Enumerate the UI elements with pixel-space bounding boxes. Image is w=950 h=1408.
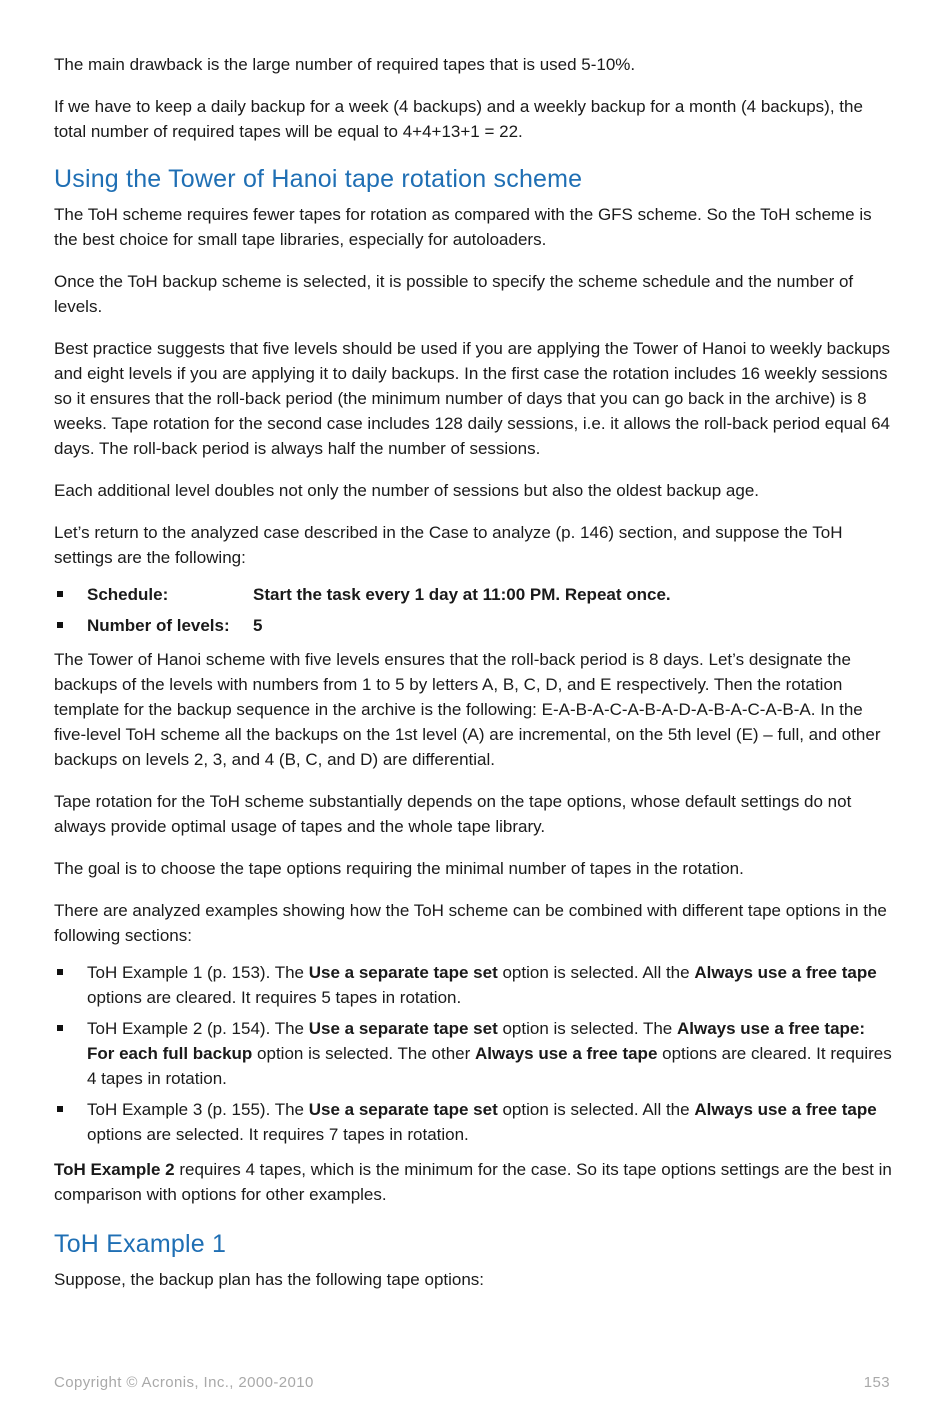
paragraph: Each additional level doubles not only the number of sessions but also the oldest backup age. [54, 481, 760, 500]
paragraph: The main drawback is the large number of required tapes that is used 5-10%. [54, 55, 636, 74]
text-run: option is selected. All the [497, 963, 695, 982]
paragraph: The Tower of Hanoi scheme with five levels ensures that the roll-back period is 8 days. Let’s designate the backups of the levels with numbers from 1 to 5 by letters A, B, C, D, and E respectively. Then the rotation template for the backup sequence in the archive is the following: E-A-B-A-C-A-B-A-D-A-B-A-C-A-B-A. In the five-level ToH scheme all the backups on the 1st level (A) are incremental, on the 5th level (E) – full, and other backups on levels 2, 3, and 4 (B, C, and D) are differential. [54, 650, 881, 769]
bold-run: Always use a free tape [694, 963, 877, 982]
text-run: ToH Example 3 (p. 155). The [87, 1100, 309, 1119]
list-item [54, 1016, 894, 1091]
text-run: ToH Example 1 (p. 153). The [87, 963, 309, 982]
list-item [54, 960, 894, 1010]
paragraph [54, 1157, 894, 1207]
text-run: ToH Example 2 (p. 154). The [87, 1019, 309, 1038]
paragraph: The goal is to choose the tape options requiring the minimal number of tapes in the rotation. [54, 859, 744, 878]
document-page [54, 52, 894, 1292]
bold-run: Use a separate tape set [308, 1019, 498, 1038]
setting-key: Schedule: [87, 585, 169, 604]
list-item [54, 1097, 894, 1147]
list-item [54, 613, 894, 638]
paragraph: Once the ToH backup scheme is selected, it is possible to specify the scheme schedule and the number of levels. [54, 272, 854, 316]
paragraph: Best practice suggests that five levels should be used if you are applying the Tower of Hanoi to weekly backups and eight levels if you are applying it to daily backups. In the first case the rotation includes 16 weekly sessions so it ensures that the roll-back period (the minimum number of days that you can go back in the archive) is 8 weeks. Tape rotation for the second case includes 128 daily sessions, i.e. it allows the roll-back period equal 64 days. The roll-back period is always half the number of sessions. [54, 339, 890, 458]
text-run: option is selected. The other [252, 1044, 476, 1063]
settings-list [54, 582, 894, 638]
copyright-text: Copyright © Acronis, Inc., 2000-2010 [54, 1374, 314, 1391]
bold-run: Always use a free tape [694, 1100, 877, 1119]
bold-run: Always use a free tape [475, 1044, 658, 1063]
text-run: option is selected. All the [497, 1100, 695, 1119]
text-run: options are cleared. It requires 4 tapes in rotation. [87, 1044, 892, 1088]
setting-key: Number of levels: [87, 616, 230, 635]
text-run: options are selected. It requires 7 tapes in rotation. [87, 1125, 469, 1144]
paragraph: Suppose, the backup plan has the following tape options: [54, 1270, 485, 1289]
paragraph: If we have to keep a daily backup for a week (4 backups) and a weekly backup for a month (4 backups), the total number of required tapes will be equal to 4+4+13+1 = 22. [54, 97, 863, 141]
paragraph: The ToH scheme requires fewer tapes for rotation as compared with the GFS scheme. So the ToH scheme is the best choice for small tape libraries, especially for autoloaders. [54, 205, 872, 249]
page-number: 153 [863, 1374, 890, 1391]
text-run: options are cleared. It requires 5 tapes in rotation. [87, 988, 462, 1007]
setting-value: 5 [253, 616, 263, 635]
text-run: option is selected. The [497, 1019, 677, 1038]
bold-run: Always use a free tape: For each full backup [87, 1019, 866, 1063]
text-run: requires 4 tapes, which is the minimum for the case. So its tape options settings are the best in comparison with options for other examples. [54, 1160, 892, 1204]
paragraph: Let’s return to the analyzed case described in the Case to analyze (p. 146) section, and suppose the ToH settings are the following: [54, 523, 843, 567]
bold-run: ToH Example 2 [54, 1160, 175, 1179]
paragraph: There are analyzed examples showing how the ToH scheme can be combined with different tape options in the following sections: [54, 901, 887, 945]
page-footer [54, 1374, 890, 1391]
section-heading-example-1: ToH Example 1 [54, 1230, 227, 1258]
examples-list [54, 960, 894, 1147]
bold-run: Use a separate tape set [308, 963, 498, 982]
setting-value: Start the task every 1 day at 11:00 PM. Repeat once. [253, 585, 671, 604]
bold-run: Use a separate tape set [308, 1100, 498, 1119]
list-item [54, 582, 894, 607]
paragraph: Tape rotation for the ToH scheme substantially depends on the tape options, whose default settings do not always provide optimal usage of tapes and the whole tape library. [54, 792, 852, 836]
section-heading-toh: Using the Tower of Hanoi tape rotation scheme [54, 165, 583, 193]
